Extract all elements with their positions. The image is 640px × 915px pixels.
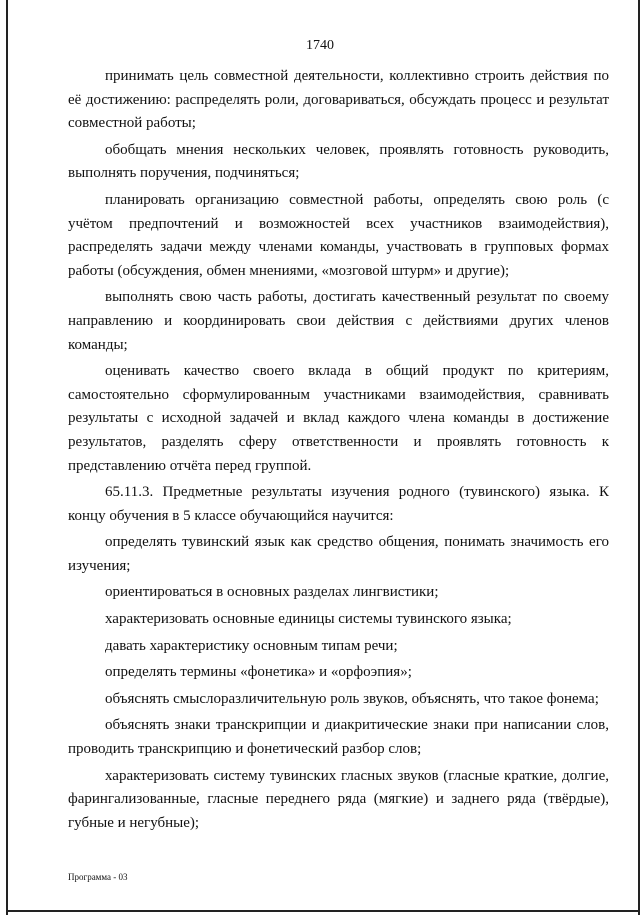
footer-label: Программа - 03: [68, 872, 128, 882]
paragraph: определять термины «фонетика» и «орфоэпия»;: [105, 664, 412, 681]
scan-border-left: [6, 0, 8, 915]
paragraph: характеризовать основные единицы системы тувинского языка;: [105, 611, 512, 628]
paragraph: объяснять смыслоразличительную роль звуков, объяснять, что такое фонема;: [105, 690, 599, 707]
paragraph: выполнять свою часть работы, достигать качественный результат по своему направлению и координировать свои действия с действиями других членов команды;: [68, 289, 609, 353]
page-number: 1740: [306, 38, 334, 53]
paragraph: ориентироваться в основных разделах лингвистики;: [105, 584, 439, 601]
document-body: [68, 65, 609, 838]
paragraph: давать характеристику основным типам речи;: [105, 637, 398, 654]
paragraph: оценивать качество своего вклада в общий продукт по критериям, самостоятельно сформулированным участниками взаимодействия, сравнивать результаты с исходной задачей и вклад каждого члена команды в достижение результатов, разделять сферу ответственности и проявлять готовность к представлению отчёта перед группой.: [68, 363, 609, 474]
section-heading-paragraph: 65.11.3. Предметные результаты изучения родного (тувинского) языка. К концу обучения в 5 классе обучающийся научится:: [68, 484, 609, 524]
paragraph: характеризовать систему тувинских гласных звуков (гласные краткие, долгие, фарингализованные, гласные переднего ряда (мягкие) и заднего ряда (твёрдые), губные и негубные);: [68, 767, 609, 831]
scan-border-bottom: [6, 910, 640, 912]
paragraph: определять тувинский язык как средство общения, понимать значимость его изучения;: [68, 534, 609, 574]
paragraph: обобщать мнения нескольких человек, проявлять готовность руководить, выполнять поручения, подчиняться;: [68, 141, 609, 182]
paragraph: объяснять знаки транскрипции и диакритические знаки при написании слов, проводить транскрипцию и фонетический разбор слов;: [68, 717, 609, 758]
paragraph: принимать цель совместной деятельности, коллективно строить действия по её достижению: распределять роли, договариваться, обсуждать процесс и результат совместной работы;: [68, 68, 609, 132]
paragraph: планировать организацию совместной работы, определять свою роль (с учётом предпочтений и возможностей всех участников взаимодействия), распределять задачи между членами команды, участвовать в групповых формах работы (обсуждения, обмен мнениями, «мозговой штурм» и другие);: [68, 191, 609, 279]
